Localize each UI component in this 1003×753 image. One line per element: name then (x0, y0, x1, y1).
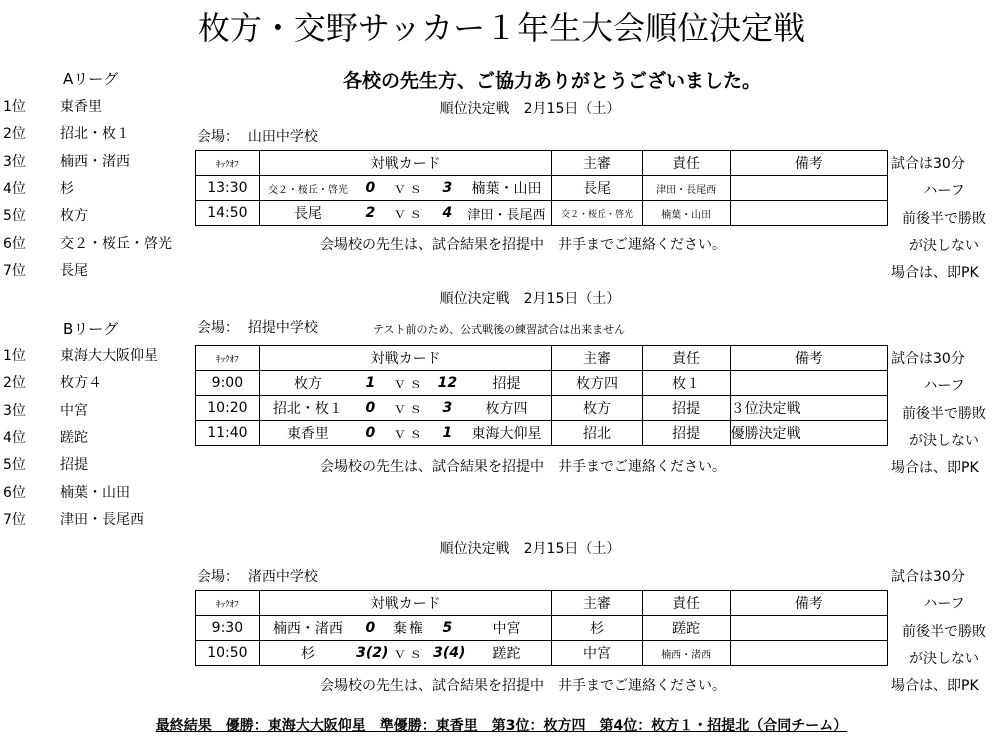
rule-line: 試合は30分 (891, 569, 965, 585)
remarks (730, 176, 887, 201)
rank-team: 津田・長尾西 (60, 511, 144, 528)
away-team: 中宮 (462, 616, 552, 641)
page-title: 枚方・交野サッカー１年生大会順位決定戦 (197, 9, 806, 47)
rank-position: 1位 (3, 348, 26, 364)
rule-line: 場合は、即PK (891, 265, 979, 282)
rank-team: 中宮 (60, 402, 88, 419)
away-team: 楠葉・山田 (462, 176, 552, 201)
vs-label: ｖｓ (385, 396, 433, 421)
venue-3-date: 順位決定戦 2月15日（土） (439, 541, 621, 557)
home-team: 長尾 (259, 201, 356, 226)
venue-2-date: 順位決定戦 2月15日（土） (439, 291, 621, 307)
duty: 枚１ (642, 371, 730, 396)
referee: 長尾 (552, 176, 642, 201)
home-team: 杉 (259, 641, 356, 666)
home-team: 交２・桜丘・啓光 (259, 176, 356, 201)
league-a-title: Aリーグ (63, 70, 119, 88)
venue-1-date: 順位決定戦 2月15日（土） (439, 101, 621, 117)
referee-header: 主審 (552, 591, 642, 616)
rank-position: 6位 (3, 484, 26, 501)
home-score: 1 (356, 371, 385, 396)
referee: 招北 (552, 421, 642, 446)
rule-line: 試合は30分 (891, 351, 965, 367)
table-row (196, 396, 888, 421)
home-team: 楠西・渚西 (259, 616, 356, 641)
referee-header: 主審 (552, 346, 642, 371)
away-score: 1 (433, 421, 462, 446)
table-header-row (196, 346, 888, 371)
remarks (730, 616, 887, 641)
remarks (730, 201, 887, 226)
rank-position: 6位 (3, 235, 26, 252)
venue-2-label: 会場： 招提中学校 (197, 320, 318, 336)
rank-team: 枚方 (60, 208, 88, 225)
rank-team: 楠葉・山田 (60, 484, 130, 501)
match-card-header: 対戦カード (259, 346, 552, 371)
venue-3-label: 会場： 渚西中学校 (197, 569, 318, 585)
match-card-header: 対戦カード (259, 151, 552, 176)
vs-label: ｖｓ (385, 641, 433, 666)
rank-position: 2位 (3, 375, 26, 392)
referee-header: 主審 (552, 151, 642, 176)
table-row (196, 421, 888, 446)
away-score: 12 (433, 371, 462, 396)
referee: 枚方 (552, 396, 642, 421)
rank-position: 5位 (3, 208, 26, 225)
duty: 招提 (642, 421, 730, 446)
away-team: 招提 (462, 371, 552, 396)
remarks (730, 641, 887, 666)
home-score: 0 (356, 396, 385, 421)
rule-line: ハーフ (923, 378, 965, 395)
remarks-header: 備考 (730, 151, 887, 176)
rank-position: 4位 (3, 429, 26, 446)
vs-label: ｖｓ (385, 421, 433, 446)
duty: 蹉跎 (642, 616, 730, 641)
remarks: ３位決定戦 (730, 396, 887, 421)
away-team: 蹉跎 (462, 641, 552, 666)
away-score: 3 (433, 396, 462, 421)
table-row (196, 616, 888, 641)
duty: 楠葉・山田 (642, 201, 730, 226)
rank-team: 招提 (60, 457, 88, 474)
table-row (196, 641, 888, 666)
remarks (730, 371, 887, 396)
match-card-header: 対戦カード (259, 591, 552, 616)
table-row (196, 201, 888, 226)
venue-2-contact: 会場校の先生は、試合結果を招提中 井手までご連絡ください。 (320, 459, 726, 475)
kickoff-time: 13:30 (196, 176, 260, 201)
home-team: 招北・枚１ (259, 396, 356, 421)
table-row (196, 371, 888, 396)
venue-1-label: 会場： 山田中学校 (197, 129, 318, 145)
rank-position: 4位 (3, 180, 26, 197)
venue-3-contact: 会場校の先生は、試合結果を招提中 井手までご連絡ください。 (320, 678, 726, 694)
rank-team: 交２・桜丘・啓光 (60, 235, 172, 252)
duty: 楠西・渚西 (642, 641, 730, 666)
referee: 杉 (552, 616, 642, 641)
rule-line: ハーフ (923, 183, 965, 200)
rank-team: 長尾 (60, 262, 88, 279)
venue-2-match-table (195, 345, 888, 446)
venue-1-match-table (195, 150, 888, 226)
venue-1-contact: 会場校の先生は、試合結果を招提中 井手までご連絡ください。 (320, 237, 726, 253)
rule-line: が決しない (909, 237, 979, 254)
rank-team: 楠西・渚西 (60, 153, 130, 170)
rank-position: 3位 (3, 402, 26, 419)
rule-line: 前後半で勝敗 (902, 210, 986, 227)
vs-label: ｖｓ (385, 201, 433, 226)
kickoff-time: 14:50 (196, 201, 260, 226)
rule-line: が決しない (909, 650, 979, 667)
kickoff-time: 9:30 (196, 616, 260, 641)
duty-header: 責任 (642, 346, 730, 371)
table-header-row (196, 151, 888, 176)
duty-header: 責任 (642, 151, 730, 176)
kickoff-time: 9:00 (196, 371, 260, 396)
table-row (196, 176, 888, 201)
away-team: 津田・長尾西 (462, 201, 552, 226)
rank-position: 7位 (3, 262, 26, 279)
table-header-row (196, 591, 888, 616)
duty: 津田・長尾西 (642, 176, 730, 201)
rule-line: 場合は、即PK (891, 678, 979, 695)
thanks-message: 各校の先生方、ご協力ありがとうございました。 (343, 70, 762, 92)
rank-team: 枚方４ (60, 375, 102, 392)
rank-team: 東海大大阪仰星 (60, 348, 158, 364)
home-score: 0 (356, 176, 385, 201)
rule-line: 前後半で勝敗 (902, 623, 986, 640)
rule-line: ハーフ (923, 596, 965, 613)
venue-3-match-table (195, 590, 888, 666)
venue-1-name: 山田中学校 (247, 129, 318, 145)
kickoff-time: 10:20 (196, 396, 260, 421)
home-team: 枚方 (259, 371, 356, 396)
home-score: 3(2) (356, 641, 385, 666)
rank-position: 1位 (3, 99, 26, 115)
home-score: 0 (356, 616, 385, 641)
remarks-header: 備考 (730, 591, 887, 616)
rank-team: 杉 (60, 180, 74, 197)
rank-position: 2位 (3, 126, 26, 143)
vs-label: ｖｓ (385, 371, 433, 396)
vs-label: ｖｓ (385, 176, 433, 201)
home-team: 東香里 (259, 421, 356, 446)
rank-position: 5位 (3, 457, 26, 474)
rank-team: 蹉跎 (60, 429, 88, 446)
away-score: 5 (433, 616, 462, 641)
away-score: 4 (433, 201, 462, 226)
final-result: 最終結果 優勝：東海大大阪仰星 準優勝：東香里 第3位：枚方四 第4位：枚方１・招提北（合同チーム） (155, 718, 848, 734)
kickoff-time: 11:40 (196, 421, 260, 446)
rule-line: 前後半で勝敗 (902, 405, 986, 422)
kickoff-header: ｷｯｸｵﾌ (196, 591, 260, 616)
away-team: 枚方四 (462, 396, 552, 421)
referee: 枚方四 (552, 371, 642, 396)
remarks-header: 備考 (730, 346, 887, 371)
referee: 交２・桜丘・啓光 (552, 201, 642, 226)
remarks: 優勝決定戦 (730, 421, 887, 446)
rule-line: 試合は30分 (891, 156, 965, 172)
venue-2-note: テスト前のため、公式戦後の練習試合は出来ません (373, 323, 626, 336)
referee: 中宮 (552, 641, 642, 666)
away-score: 3 (433, 176, 462, 201)
rule-line: が決しない (909, 432, 979, 449)
home-score: 0 (356, 421, 385, 446)
rank-position: 3位 (3, 153, 26, 170)
home-score: 2 (356, 201, 385, 226)
league-b-title: Bリーグ (63, 320, 119, 338)
kickoff-header: ｷｯｸｵﾌ (196, 151, 260, 176)
venue-2-name: 招提中学校 (247, 320, 318, 336)
away-score: 3(4) (433, 641, 462, 666)
away-team: 東海大仰星 (462, 421, 552, 446)
rank-position: 7位 (3, 511, 26, 528)
rank-team: 東香里 (60, 99, 102, 115)
duty-header: 責任 (642, 591, 730, 616)
vs-label: 棄権 (385, 616, 433, 641)
duty: 招提 (642, 396, 730, 421)
kickoff-time: 10:50 (196, 641, 260, 666)
rule-line: 場合は、即PK (891, 460, 979, 477)
rank-team: 招北・枚１ (60, 126, 130, 143)
kickoff-header: ｷｯｸｵﾌ (196, 346, 260, 371)
venue-3-name: 渚西中学校 (247, 569, 318, 585)
